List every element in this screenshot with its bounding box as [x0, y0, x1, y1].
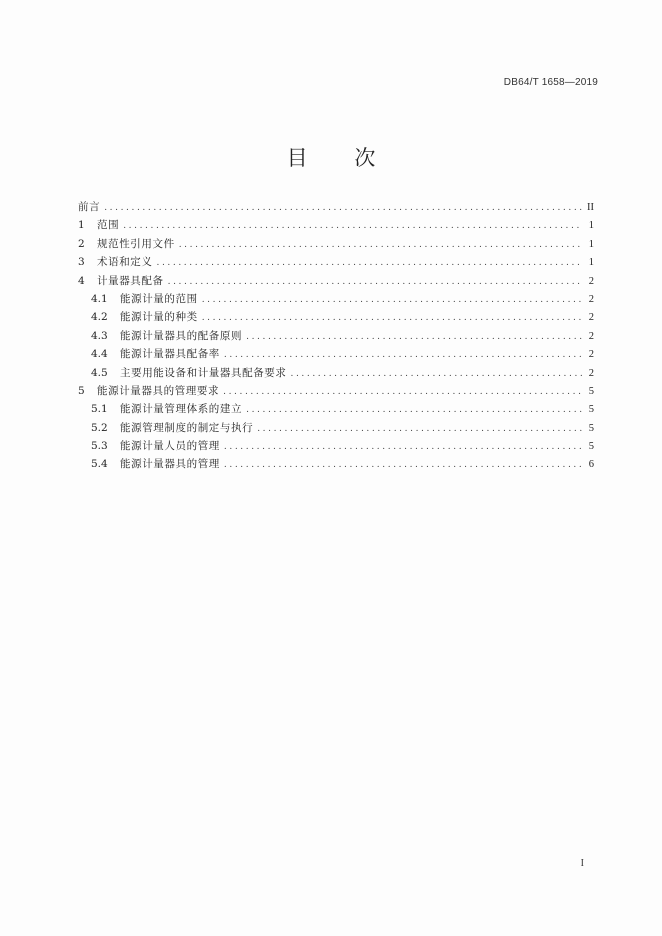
toc-entry-number: 4.5 [91, 366, 108, 379]
toc-entry[interactable] [78, 437, 594, 455]
toc-entry-number: 4.1 [91, 292, 108, 305]
toc-dot-leader [104, 199, 582, 217]
toc-dot-leader [246, 328, 582, 346]
toc-entry[interactable] [78, 382, 594, 400]
toc-entry-page: 2 [588, 275, 594, 287]
toc-dot-leader [168, 273, 582, 291]
toc-dot-leader [202, 291, 582, 309]
toc-dot-leader [224, 438, 582, 456]
toc-entry-page: 1 [588, 238, 594, 250]
toc-entry-page: 5 [588, 385, 594, 397]
toc-entry-page: 6 [588, 459, 594, 471]
page-number: I [580, 858, 584, 869]
toc-entry[interactable] [78, 455, 594, 473]
toc-entry-number: 5.4 [91, 458, 108, 471]
toc-entry-page: 1 [588, 220, 594, 232]
toc-entry[interactable] [78, 272, 594, 290]
toc-entry-page: 5 [588, 422, 594, 434]
toc-entry[interactable] [78, 327, 594, 345]
toc-entry-title: 能源计量器具的管理 [120, 458, 220, 471]
toc-entry-title: 能源计量器具配备率 [120, 348, 220, 361]
toc-entry[interactable] [78, 345, 594, 363]
toc-entry-page: II [587, 202, 594, 213]
toc-entry-number: 5.3 [91, 440, 108, 453]
toc-entry[interactable] [78, 216, 594, 234]
toc-entry-page: 2 [588, 312, 594, 324]
toc-entry-title: 能源计量器具的管理要求 [97, 384, 220, 397]
toc-entry-number: 4.4 [91, 348, 108, 361]
toc-dot-leader [179, 236, 582, 254]
toc-entry-number: 4.3 [91, 329, 108, 342]
toc-entry-number: 4.2 [91, 311, 108, 324]
toc-dot-leader [224, 456, 582, 474]
toc-entry-number: 1 [78, 219, 85, 232]
toc-dot-leader [157, 254, 583, 272]
toc-entry-title: 术语和定义 [97, 256, 153, 269]
toc-dot-leader [291, 365, 583, 383]
toc-entry[interactable] [78, 419, 594, 437]
toc-entry-title: 范围 [97, 219, 120, 232]
toc-entry-title: 能源计量的种类 [120, 311, 198, 324]
toc-entry-title: 能源管理制度的制定与执行 [120, 421, 254, 434]
toc-entry[interactable] [78, 400, 594, 418]
toc-entry-title: 能源计量管理体系的建立 [120, 403, 243, 416]
toc-dot-leader [202, 309, 582, 327]
toc-entry-page: 1 [588, 257, 594, 269]
toc-entry-number: 4 [78, 274, 85, 287]
toc-dot-leader [257, 420, 582, 438]
toc-entry-title: 主要用能设备和计量器具配备要求 [120, 366, 287, 379]
toc-entry-page: 5 [588, 404, 594, 416]
toc-entry-number: 5 [78, 384, 85, 397]
toc-dot-leader [246, 401, 582, 419]
toc-entry-page: 5 [588, 441, 594, 453]
toc-dot-leader [224, 346, 582, 364]
toc-entry-title: 规范性引用文件 [97, 237, 175, 250]
toc-entry[interactable] [78, 308, 594, 326]
toc-entry[interactable] [78, 253, 594, 271]
toc-entry[interactable] [78, 290, 594, 308]
toc-entry-number: 5.1 [91, 403, 108, 416]
toc-dot-leader [223, 383, 582, 401]
page-title: 目 次 [286, 146, 396, 170]
toc-entry-page: 2 [588, 349, 594, 361]
toc-entry-title: 能源计量器具的配备原则 [120, 329, 243, 342]
toc-entry-page: 2 [588, 293, 594, 305]
toc-entry[interactable] [78, 364, 594, 382]
toc-entry-number: 3 [78, 256, 85, 269]
toc-entry[interactable] [78, 198, 594, 216]
toc-entry-title: 前言 [78, 201, 101, 213]
toc-dot-leader [123, 217, 582, 235]
standard-code: DB64/T 1658—2019 [503, 77, 598, 88]
table-of-contents [78, 198, 594, 474]
toc-entry-number: 2 [78, 237, 85, 250]
toc-entry[interactable] [78, 235, 594, 253]
toc-entry-page: 2 [588, 367, 594, 379]
toc-entry-title: 能源计量人员的管理 [120, 440, 220, 453]
toc-entry-page: 2 [588, 330, 594, 342]
toc-entry-title: 能源计量的范围 [120, 292, 198, 305]
toc-entry-number: 5.2 [91, 421, 108, 434]
toc-entry-title: 计量器具配备 [97, 274, 164, 287]
